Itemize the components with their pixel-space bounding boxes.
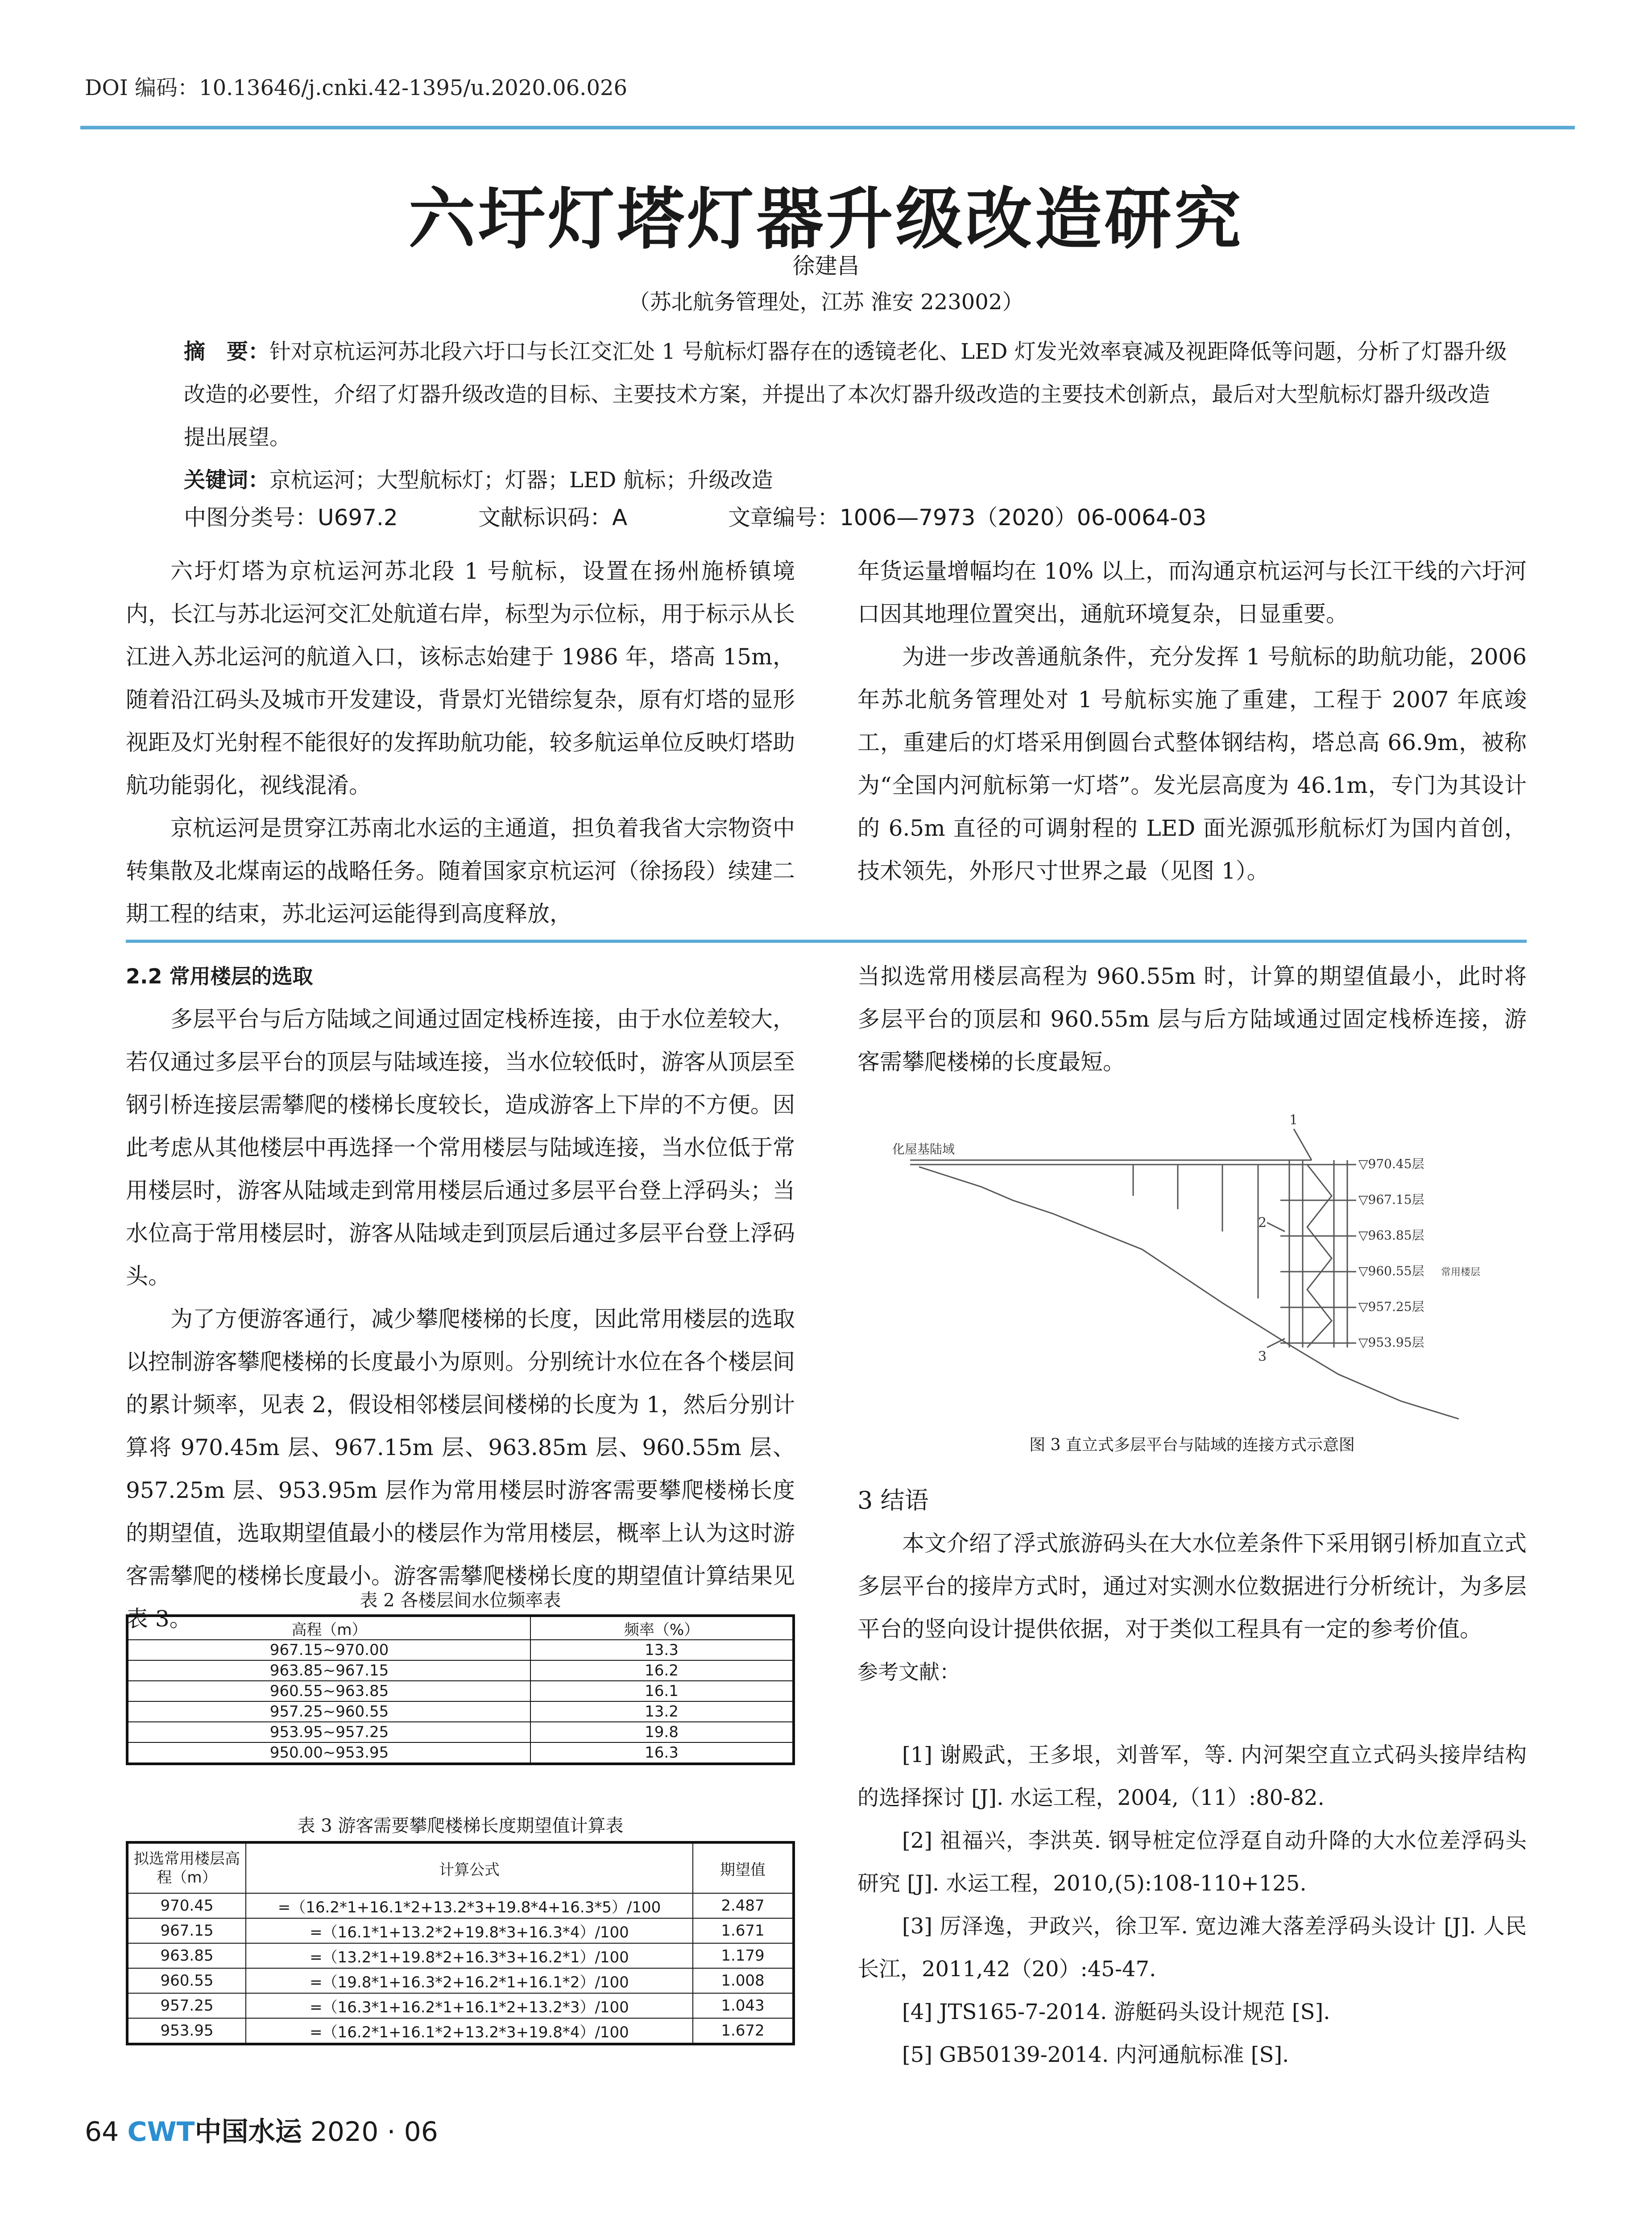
table-cell: 1.672 [693, 2018, 794, 2044]
table-header: 频率（%） [530, 1616, 794, 1640]
paragraph: 六圩灯塔为京杭运河苏北段 1 号航标，设置在扬州施桥镇境内，长江与苏北运河交汇处航道右岸，标型为示位标，用于标示从长江进入苏北运河的航道入口，该标志始建于 1986 年，塔高 15m，随着沿江码头及城市开发建设，背景灯光错综复杂，原有灯塔的显形视距及灯光射程不能很好的发挥助航功能，较多航运单位反映灯塔助航功能弱化，视线混淆。 [126, 558, 795, 798]
callout-1: 1 [1289, 1112, 1298, 1128]
table-row [127, 1993, 794, 2018]
table-cell: =（19.8*1+16.3*2+16.2*1+16.1*2）/100 [246, 1968, 693, 1993]
abstract-label: 摘 要： [184, 339, 270, 364]
level-label: ▽957.25层 [1358, 1299, 1424, 1314]
top-right-column [857, 550, 1527, 892]
table2 [126, 1614, 795, 1765]
table-row [127, 1722, 794, 1742]
callout-leader [1267, 1223, 1285, 1232]
table-cell: 963.85 [127, 1943, 246, 1968]
table-cell: 16.1 [530, 1681, 794, 1701]
table-cell: =（16.1*1+13.2*2+19.8*3+16.3*4）/100 [246, 1918, 693, 1943]
table-row [127, 1660, 794, 1681]
table2-caption: 表 2 各楼层间水位频率表 [360, 1590, 561, 1611]
reference-item: [3] 厉泽逸，尹政兴，徐卫军. 宽边滩大落差浮码头设计 [J]. 人民长江，2011,42（20）:45-47. [857, 1914, 1527, 1982]
reference-item: [1] 谢殿武，王多垠，刘普军，等. 内河架空直立式码头接岸结构的选择探讨 [J]. 水运工程，2004,（11）:80-82. [857, 1742, 1527, 1810]
table-row [127, 1943, 794, 1968]
reference-item: [2] 祖福兴，李洪英. 钢导桩定位浮趸自动升降的大水位差浮码头研究 [J]. 水运工程，2010,(5):108-110+125. [857, 1828, 1527, 1896]
top-left-column [126, 550, 795, 935]
table-header: 拟选常用楼层高程（m） [127, 1842, 246, 1893]
clc-code: 中图分类号：U697.2 [184, 505, 398, 531]
reference-item: [5] GB50139-2014. 内河通航标准 [S]. [902, 2042, 1289, 2067]
table-cell: 960.55 [127, 1968, 246, 1993]
table-cell: 963.85~967.15 [127, 1660, 530, 1681]
journal-name: 中国水运 [195, 2116, 302, 2148]
table-header: 期望值 [693, 1842, 794, 1893]
table-cell: 950.00~953.95 [127, 1742, 530, 1764]
references-heading: 参考文献： [857, 1660, 960, 1684]
table-cell: 1.671 [693, 1918, 794, 1943]
table-cell: 953.95 [127, 2018, 246, 2044]
article-title: 六圩灯塔灯器升级改造研究 [408, 180, 1244, 258]
conclusion-block [857, 1479, 1527, 1693]
callout-2: 2 [1258, 1215, 1267, 1231]
table-cell: 957.25~960.55 [127, 1701, 530, 1722]
section-heading: 3 结语 [857, 1486, 929, 1514]
table3 [126, 1841, 795, 2045]
section-heading: 2.2 常用楼层的选取 [126, 964, 313, 988]
article-number: 文章编号：1006—7973（2020）06-0064-03 [728, 505, 1207, 531]
table-row [127, 1640, 794, 1660]
paragraph: 为了方便游客通行，减少攀爬楼梯的长度，因此常用楼层的选取以控制游客攀爬楼梯的长度最小为原则。分别统计水位在各个楼层间的累计频率，见表 2，假设相邻楼层间楼梯的长度为 1，然后分别计算将 970.45m 层、967.15m 层、963.85m 层、960.55m 层、957.25m 层、953.95m 层作为常用楼层时游客需要攀爬楼梯长度的期望值，选取期望值最小的楼层作为常用楼层，概率上认为这时游客需攀爬的楼梯长度最小。游客需攀爬楼梯长度的期望值计算结果见表 3。 [126, 1306, 795, 1632]
table-row [127, 2018, 794, 2044]
table-cell: 16.2 [530, 1660, 794, 1681]
common-floor-label: 常用楼层 [1441, 1267, 1481, 1278]
figure-3-caption: 图 3 直立式多层平台与陆域的连接方式示意图 [1029, 1436, 1355, 1454]
land-label: 化屋基陆域 [892, 1142, 955, 1157]
table-header: 高程（m） [127, 1616, 530, 1640]
page-footer [85, 2111, 438, 2149]
table-cell: 19.8 [530, 1722, 794, 1742]
level-label: ▽967.15层 [1358, 1192, 1424, 1207]
table-row [127, 1701, 794, 1722]
classification-line [184, 500, 1206, 532]
doi-line: DOI 编码：10.13646/j.cnki.42-1395/u.2020.06.026 [85, 75, 628, 100]
paragraph: 京杭运河是贯穿江苏南北水运的主通道，担负着我省大宗物资中转集散及北煤南运的战略任务。随着国家京杭运河（徐扬段）续建二期工程的结束，苏北运河运能得到高度释放， [126, 815, 795, 927]
paragraph: 为进一步改善通航条件，充分发挥 1 号航标的助航功能，2006 年苏北航务管理处对 1 号航标实施了重建，工程于 2007 年底竣工，重建后的灯塔采用倒圆台式整体钢结构，塔总高 66.9m，被称为“全国内河航标第一灯塔”。发光层高度为 46.1m，专门为其设计的 6.5m 直径的可调射程的 LED 面光源弧形航标灯为国内首创，技术领先，外形尺寸世界之最（见图 1）。 [857, 644, 1527, 884]
page-number: 64 [85, 2116, 119, 2148]
paragraph: 年货运量增幅均在 10% 以上，而沟通京杭运河与长江干线的六圩河口因其地理位置突出，通航环境复杂，日显重要。 [857, 558, 1527, 627]
table-cell: 970.45 [127, 1893, 246, 1918]
table-header: 计算公式 [246, 1842, 693, 1893]
stair-zigzag [1307, 1165, 1332, 1348]
table-cell: =（16.3*1+16.2*1+16.1*2+13.2*3）/100 [246, 1993, 693, 2018]
level-label: ▽963.85层 [1358, 1228, 1424, 1243]
figure-3 [865, 1098, 1526, 1437]
callout-leader [1294, 1129, 1312, 1160]
level-label: ▽970.45层 [1358, 1157, 1424, 1171]
bottom-left-column [126, 955, 795, 1640]
paragraph: 本文介绍了浮式旅游码头在大水位差条件下采用钢引桥加直立式多层平台的接岸方式时，通过对实测水位数据进行分析统计，为多层平台的竖向设计提供依据，对于类似工程具有一定的参考价值。 [857, 1530, 1527, 1642]
table-row [127, 1968, 794, 1993]
article-affiliation: （苏北航务管理处，江苏 淮安 223002） [628, 290, 1024, 315]
callout-3: 3 [1258, 1349, 1267, 1364]
table-cell: 13.2 [530, 1701, 794, 1722]
table-cell: 957.25 [127, 1993, 246, 2018]
table-cell: 967.15 [127, 1918, 246, 1943]
header-rule [80, 126, 1575, 129]
table-cell: 1.179 [693, 1943, 794, 1968]
table-cell: =（16.2*1+16.1*2+13.2*3+19.8*4）/100 [246, 2018, 693, 2044]
bottom-right-column-intro [857, 955, 1527, 1083]
table-cell: =（13.2*1+19.8*2+16.3*3+16.2*1）/100 [246, 1943, 693, 1968]
table-row [127, 1681, 794, 1701]
keywords-label: 关键词： [184, 468, 270, 493]
article-author: 徐建昌 [792, 253, 860, 279]
keywords-text: 京杭运河；大型航标灯；灯器；LED 航标；升级改造 [269, 468, 773, 493]
level-label: ▽960.55层 [1358, 1264, 1424, 1278]
cwt-logo: CWT [127, 2116, 195, 2148]
table-cell: 16.3 [530, 1742, 794, 1764]
table-cell: 2.487 [693, 1893, 794, 1918]
table-cell: 960.55~963.85 [127, 1681, 530, 1701]
table-row [127, 1918, 794, 1943]
reference-item: [4] JTS165-7-2014. 游艇码头设计规范 [S]. [902, 1999, 1330, 2024]
table3-caption: 表 3 游客需要攀爬楼梯长度期望值计算表 [297, 1816, 624, 1836]
section-rule [126, 940, 1527, 943]
paragraph: 多层平台与后方陆域之间通过固定栈桥连接，由于水位差较大，若仅通过多层平台的顶层与陆域连接，当水位较低时，游客从顶层至钢引桥连接层需攀爬的楼梯长度较长，造成游客上下岸的不方便。因此考虑从其他楼层中再选择一个常用楼层与陆域连接，当水位低于常用楼层时，游客从陆域走到常用楼层后通过多层平台登上浮码头；当水位高于常用楼层时，游客从陆域走到顶层后通过多层平台登上浮码头。 [126, 1006, 795, 1289]
doc-code: 文献标识码：A [478, 505, 628, 531]
table-cell: 953.95~957.25 [127, 1722, 530, 1742]
table-row [127, 1893, 794, 1918]
paragraph: 当拟选常用楼层高程为 960.55m 时，计算的期望值最小，此时将多层平台的顶层和 960.55m 层与后方陆域通过固定栈桥连接，游客需攀爬楼梯的长度最短。 [857, 963, 1527, 1075]
abstract-text: 针对京杭运河苏北段六圩口与长江交汇处 1 号航标灯器存在的透镜老化、LED 灯发光效率衰减及视距降低等问题，分析了灯器升级改造的必要性，介绍了灯器升级改造的目标、主要技术方案，并提出了本次灯器升级改造的主要技术创新点，最后对大型航标灯器升级改造提出展望。 [184, 339, 1507, 450]
table-cell: =（16.2*1+16.1*2+13.2*3+19.8*4+16.3*5）/100 [246, 1893, 693, 1918]
issue-number: 2020 · 06 [310, 2116, 438, 2148]
references-list [857, 1733, 1527, 2076]
table-cell: 1.008 [693, 1968, 794, 1993]
abstract-block [184, 330, 1509, 502]
table-row [127, 1742, 794, 1764]
table-cell: 13.3 [530, 1640, 794, 1660]
table-cell: 967.15~970.00 [127, 1640, 530, 1660]
table-cell: 1.043 [693, 1993, 794, 2018]
level-label: ▽953.95层 [1358, 1335, 1424, 1350]
